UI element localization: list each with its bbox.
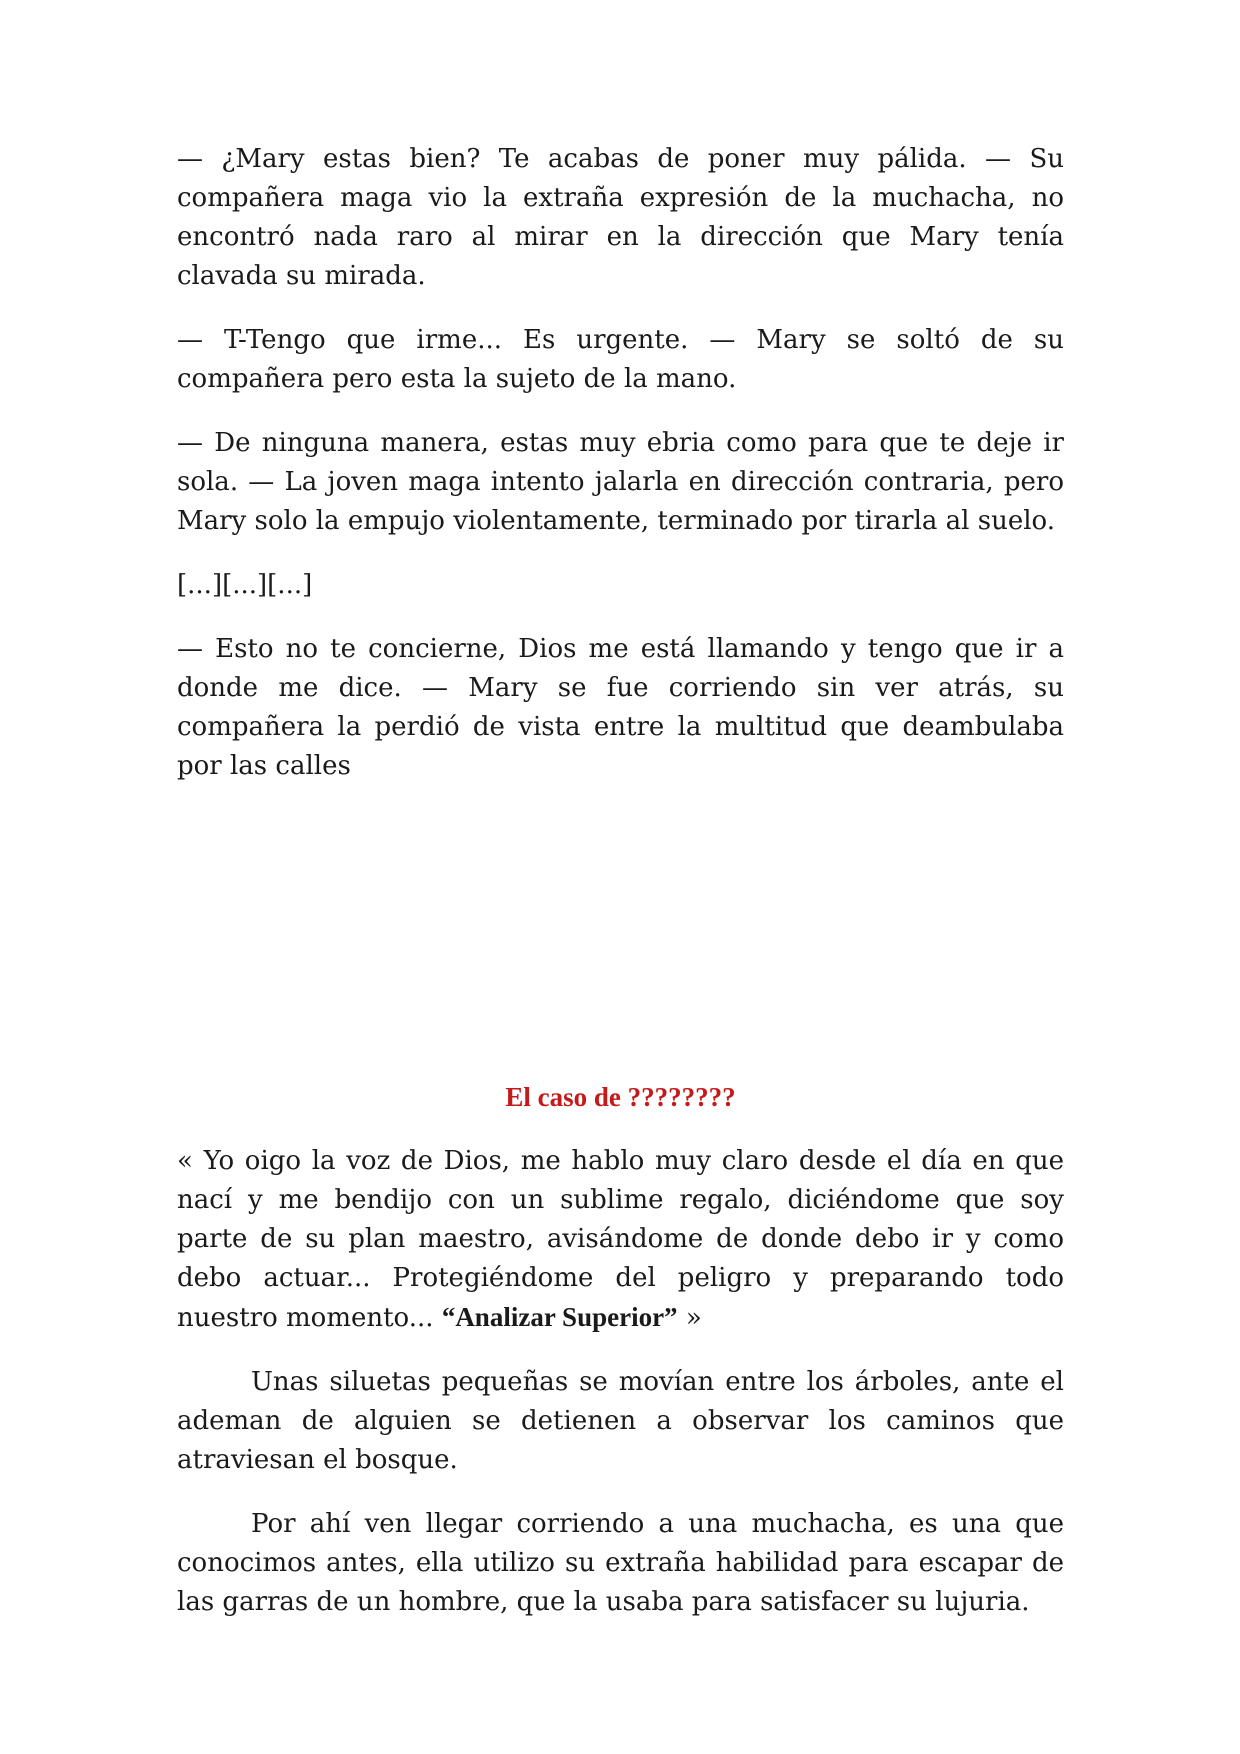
quote-text: « Yo oigo la voz de Dios, me hablo muy claro desde el día en que nací y me bendijo con un sublime regalo, diciéndome que soy parte de su plan maestro, avisándome de donde debo ir y como debo actuar... Protegiéndome del peligro y preparando todo nuestro momento...	[177, 1146, 1064, 1333]
document-page	[177, 140, 1064, 1622]
quote-paragraph	[177, 1142, 1064, 1338]
scene-break: [...][...][...]	[177, 570, 313, 600]
paragraph: — ¿Mary estas bien? Te acabas de poner muy pálida. — Su compañera maga vio la extraña expresión de la muchacha, no encontró nada raro al mirar en la dirección que Mary tenía clavada su mirada.	[177, 144, 1064, 291]
paragraph: — T-Tengo que irme... Es urgente. — Mary se soltó de su compañera pero esta la sujeto de la mano.	[177, 325, 1064, 394]
paragraph: — Esto no te concierne, Dios me está llamando y tengo que ir a donde me dice. — Mary se fue corriendo sin ver atrás, su compañera la perdió de vista entre la multitud que deambulaba por las calles	[177, 634, 1064, 781]
paragraph: — De ninguna manera, estas muy ebria como para que te deje ir sola. — La joven maga intento jalarla en dirección contraria, pero Mary solo la empujo violentamente, terminado por tirarla al suelo.	[177, 428, 1064, 536]
paragraph: Unas siluetas pequeñas se movían entre los árboles, ante el ademan de alguien se detienen a observar los caminos que atraviesan el bosque.	[177, 1367, 1064, 1475]
quote-end: »	[677, 1303, 702, 1333]
section-title: El caso de ????????	[505, 1082, 736, 1112]
paragraph: Por ahí ven llegar corriendo a una muchacha, es una que conocimos antes, ella utilizo su extraña habilidad para escapar de las garras de un hombre, que la usaba para satisfacer su lujuria.	[177, 1509, 1064, 1617]
quote-emphasis: “Analizar Superior”	[441, 1302, 678, 1332]
